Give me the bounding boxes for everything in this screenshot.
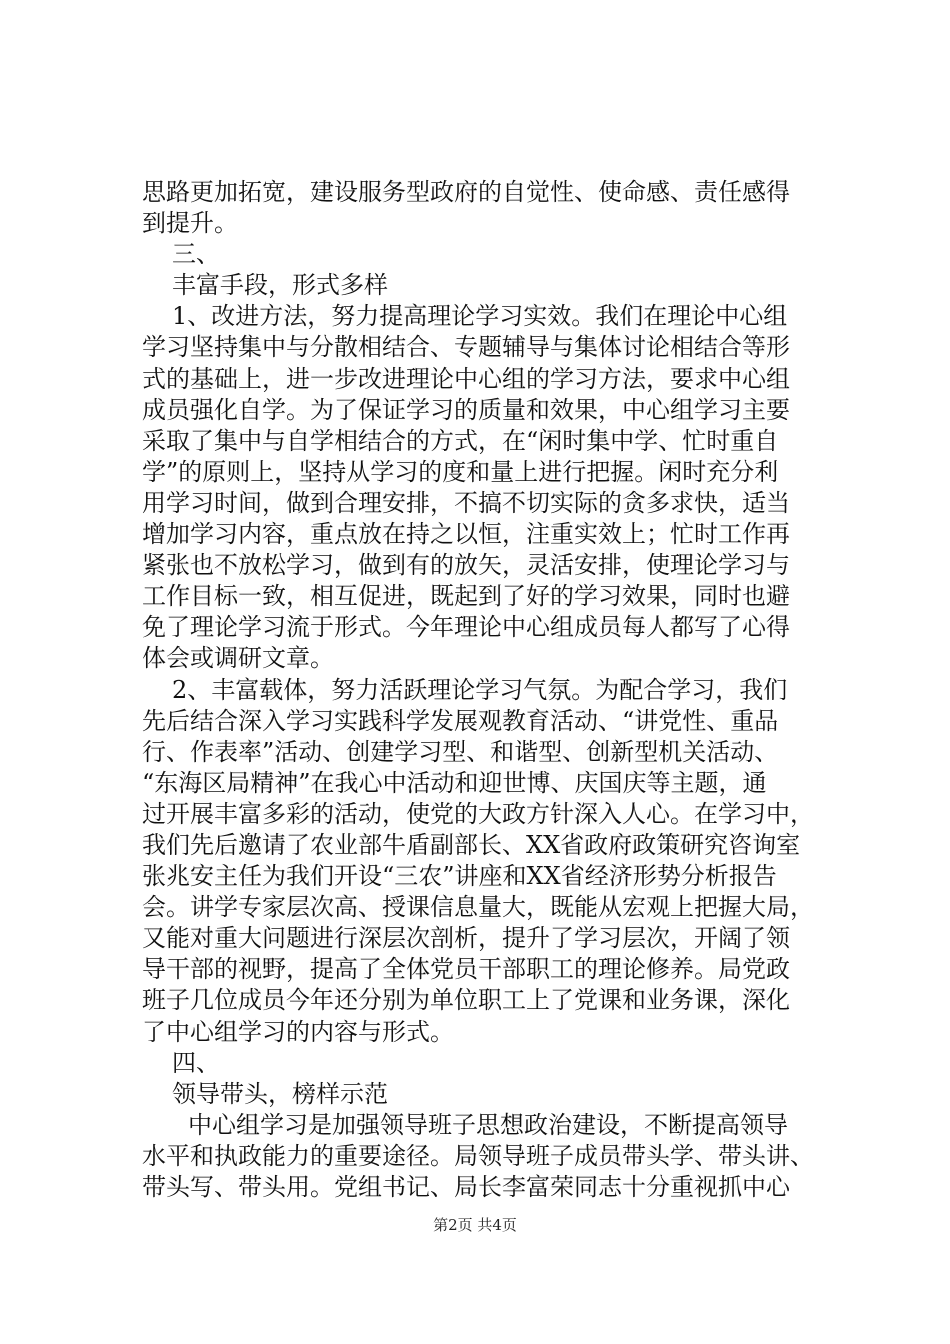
text-line: 又能对重大问题进行深层次剖析，提升了学习层次，开阔了领: [142, 924, 790, 953]
text-line: 学”的原则上，坚持从学习的度和量上进行把握。闲时充分利: [142, 457, 779, 486]
text-line: 工作目标一致，相互促进，既起到了好的学习效果，同时也避: [142, 582, 790, 611]
page-number-label: 第2页 共4页: [433, 1216, 517, 1234]
text-line: 张兆安主任为我们开设“三农”讲座和XX省经济形势分析报告: [142, 862, 777, 891]
text-line: “东海区局精神”在我心中活动和迎世博、庆国庆等主题，通: [142, 768, 767, 797]
document-body: [142, 177, 832, 1203]
text-line: 导干部的视野，提高了全体党员干部职工的理论修养。局党政: [142, 955, 790, 984]
text-line: 到提升。: [142, 209, 238, 238]
section-heading: 丰富手段，形式多样: [172, 271, 388, 300]
page-footer: [0, 1215, 950, 1235]
text-line: 过开展丰富多彩的活动，使党的大政方针深入人心。在学习中，: [142, 799, 814, 828]
text-line: 行、作表率”活动、创建学习型、和谐型、创新型机关活动、: [142, 737, 779, 766]
text-line: 免了理论学习流于形式。今年理论中心组成员每人都写了心得: [142, 613, 790, 642]
section-heading: 领导带头，榜样示范: [172, 1079, 388, 1108]
text-line: 我们先后邀请了农业部牛盾副部长、XX省政府政策研究咨询室: [142, 830, 801, 859]
text-line: 带头写、带头用。党组书记、局长李富荣同志十分重视抓中心: [142, 1173, 790, 1201]
text-line: 体会或调研文章。: [142, 644, 334, 673]
text-line: 思路更加拓宽，建设服务型政府的自觉性、使命感、责任感得: [142, 178, 790, 206]
text-line: 班子几位成员今年还分别为单位职工上了党课和业务课，深化: [142, 986, 790, 1015]
text-line: 先后结合深入学习实践科学发展观教育活动、“讲党性、重品: [142, 706, 779, 735]
text-line: 增加学习内容，重点放在持之以恒，注重实效上；忙时工作再: [142, 520, 790, 549]
text-line: 式的基础上，进一步改进理论中心组的学习方法，要求中心组: [142, 364, 790, 393]
text-line: 1、改进方法，努力提高理论学习实效。我们在理论中心组: [172, 302, 788, 331]
text-line: 2、丰富载体，努力活跃理论学习气氛。为配合学习，我们: [172, 675, 788, 704]
text-line: 采取了集中与自学相结合的方式，在“闲时集中学、忙时重自: [142, 426, 779, 455]
text-line: 紧张也不放松学习，做到有的放矢，灵活安排，使理论学习与: [142, 551, 790, 580]
text-line: 用学习时间，做到合理安排，不搞不切实际的贪多求快，适当: [142, 488, 790, 517]
text-line: 了中心组学习的内容与形式。: [142, 1017, 454, 1046]
text-line: 水平和执政能力的重要途径。局领导班子成员带头学、带头讲、: [142, 1141, 814, 1170]
section-number: 四、: [172, 1048, 220, 1077]
text-line: 中心组学习是加强领导班子思想政治建设，不断提高领导: [188, 1110, 788, 1139]
text-line: 成员强化自学。为了保证学习的质量和效果，中心组学习主要: [142, 395, 790, 424]
text-line: 会。讲学专家层次高、授课信息量大，既能从宏观上把握大局，: [142, 893, 814, 922]
text-line: 学习坚持集中与分散相结合、专题辅导与集体讨论相结合等形: [142, 333, 790, 362]
section-number: 三、: [172, 240, 220, 269]
